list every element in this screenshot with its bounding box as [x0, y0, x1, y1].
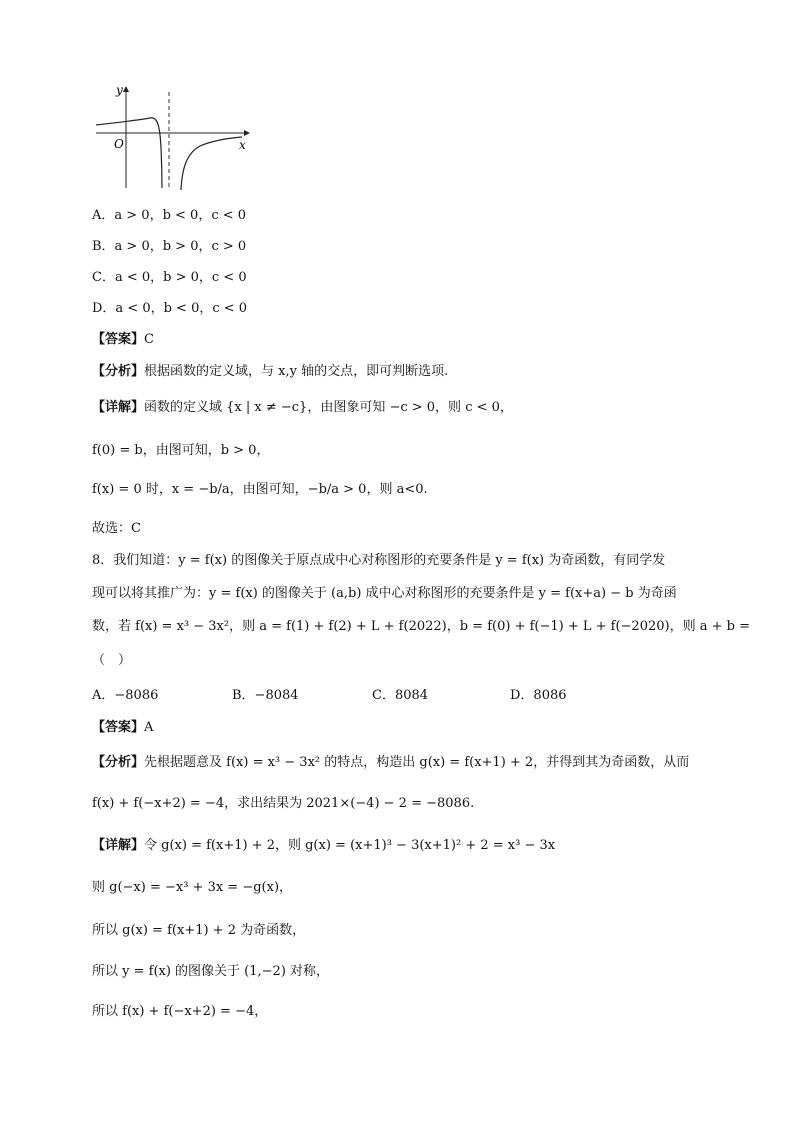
q8-detail-line-1 [92, 836, 555, 856]
q7-conclusion: 故选：C [92, 521, 141, 536]
q7-detail-line-3: f(x) = 0 时，x = −b/a，由图可知，−b/a > 0，则 a<0. [92, 482, 428, 497]
q8-answer [92, 718, 153, 738]
q8-option-a: A．−8086 [92, 688, 159, 703]
curve-right-branch [181, 137, 242, 190]
answer-tag: 【答案】 [92, 720, 145, 735]
q7-answer [92, 330, 154, 350]
q7-detail-line-2: f(0) = b，由图可知，b > 0， [92, 443, 270, 458]
q8-detail-line-2: 则 g(−x) = −x³ + 3x = −g(x)， [92, 880, 293, 895]
q8-options-row [92, 686, 712, 706]
q8-analysis-line-1 [92, 753, 689, 773]
analysis-tag: 【分析】 [92, 755, 145, 770]
answer-value: C [144, 332, 154, 347]
q7-analysis [92, 362, 448, 382]
detail-text: 令 g(x) = f(x+1) + 2，则 g(x) = (x+1)³ − 3(x+1)² + 2 = x³ − 3x [144, 838, 556, 853]
q8-analysis-line-2: f(x) + f(−x+2) = −4，求出结果为 2021×(−4) − 2 = −8086. [92, 796, 475, 811]
q8-option-c: C．8084 [372, 688, 429, 703]
q7-option-c: C．a < 0，b > 0，c < 0 [92, 270, 247, 285]
analysis-tag: 【分析】 [92, 364, 145, 379]
q8-stem-line-3: 数，若 f(x) = x³ − 3x²，则 a = f(1) + f(2) + L + f(2022)，b = f(0) + f(−1) + L + f(−2020)，则 a + b = [92, 619, 750, 634]
x-axis-label: x [239, 138, 246, 152]
q7-option-a: A．a > 0，b < 0，c < 0 [92, 208, 247, 223]
q8-option-d: D．8086 [510, 688, 567, 703]
function-graph [92, 78, 262, 198]
answer-tag: 【答案】 [92, 332, 145, 347]
q7-option-b: B．a > 0，b > 0，c > 0 [92, 239, 247, 254]
q8-detail-line-5: 所以 f(x) + f(−x+2) = −4， [92, 1004, 268, 1019]
y-axis-label: y [116, 83, 123, 97]
q7-option-d: D．a < 0，b < 0，c < 0 [92, 301, 248, 316]
answer-value: A [144, 720, 154, 735]
detail-tag: 【详解】 [92, 400, 145, 415]
q8-stem-line-1: 8．我们知道：y = f(x) 的图像关于原点成中心对称图形的充要条件是 y = f(x) 为奇函数，有同学发 [92, 553, 666, 568]
q7-detail-line-1 [92, 398, 513, 418]
x-axis-arrow [244, 130, 250, 136]
q8-detail-line-4: 所以 y = f(x) 的图像关于 (1,−2) 对称， [92, 964, 330, 979]
detail-tag: 【详解】 [92, 838, 145, 853]
q8-stem-line-2: 现可以将其推广为：y = f(x) 的图像关于 (a,b) 成中心对称图形的充要条件是 y = f(x+a) − b 为奇函 [92, 586, 677, 601]
q8-detail-line-3: 所以 g(x) = f(x+1) + 2 为奇函数， [92, 923, 306, 938]
q8-option-b: B．−8084 [232, 688, 299, 703]
curve-left-branch [96, 118, 162, 188]
y-axis-arrow [123, 86, 129, 92]
analysis-text: 根据函数的定义域，与 x,y 轴的交点，即可判断选项. [144, 364, 449, 379]
analysis-text: 先根据题意及 f(x) = x³ − 3x² 的特点，构造出 g(x) = f(x+1) + 2，并得到其为奇函数，从而 [144, 755, 690, 770]
detail-text: 函数的定义域 {x | x ≠ −c}，由图象可知 −c > 0，则 c < 0， [144, 400, 513, 415]
origin-label: O [114, 137, 124, 151]
q8-stem-line-4: （ ） [92, 653, 132, 668]
